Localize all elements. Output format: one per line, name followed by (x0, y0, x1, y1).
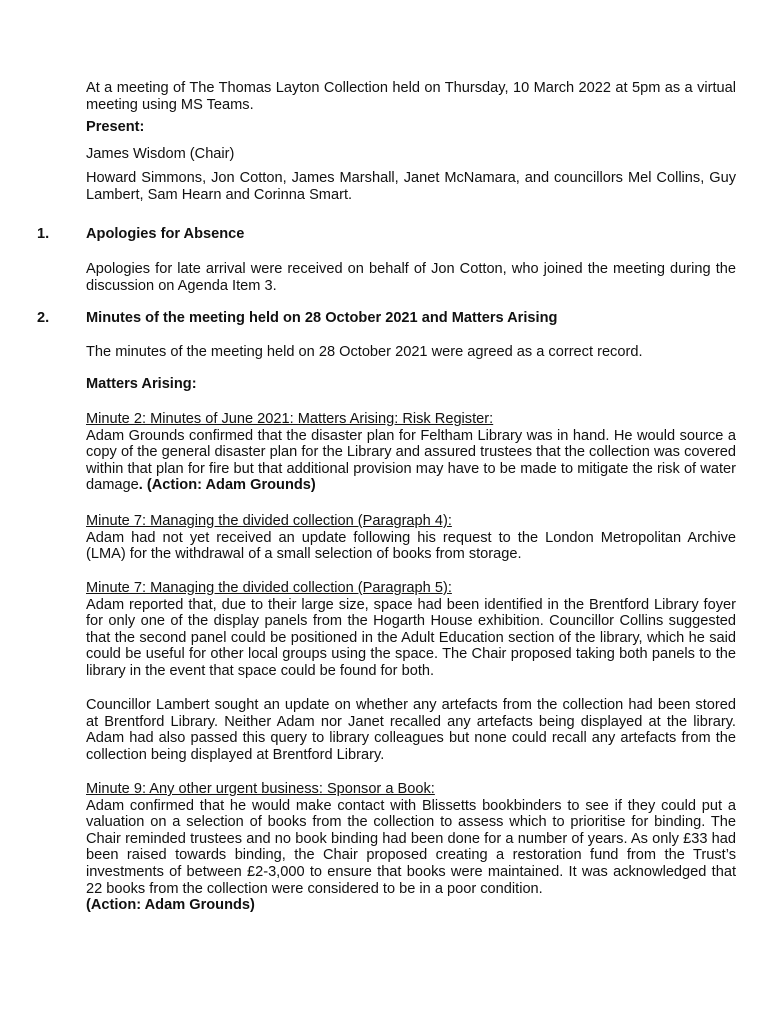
minute-2-body: Adam Grounds confirmed that the disaster plan for Feltham Library was in hand. He would source a copy of the general disaster plan for the Library and assured trustees that the collection was covered within that plan for fire but that additional provision may have to be made to mitigate the risk of water damage (86, 427, 736, 494)
minute-2-heading: Minute 2: Minutes of June 2021: Matters Arising: Risk Register: (86, 411, 494, 427)
minute-9-action: (Action: Adam Grounds) (86, 897, 255, 914)
lambert-body: Councillor Lambert sought an update on whether any artefacts from the collection had been stored at Brentford Library. Neither Adam nor Janet recalled any artefacts being displayed at the library. Adam had also passed this query to library colleagues but none could recall any artefacts from the collection being displayed at Brentford Library. (86, 697, 736, 763)
minute-9-heading: Minute 9: Any other urgent business: Sponsor a Book: (86, 781, 435, 797)
minute-2-text (86, 428, 736, 494)
item-1-body-block (86, 261, 736, 294)
item-1-number: 1. (37, 226, 50, 242)
item-2-heading (37, 310, 737, 327)
chair-block (86, 146, 736, 163)
matters-arising-block (86, 376, 736, 393)
minute-7-p4-body: Adam had not yet received an update following his request to the London Metropolitan Archive (LMA) for the withdrawal of a small selection of books from storage. (86, 529, 736, 563)
attendees-list: Howard Simmons, Jon Cotton, James Marshall, Janet McNamara, and councillors Mel Collins, Guy Lambert, Sam Hearn and Corinna Smart. (86, 170, 736, 203)
item-2-body-block (86, 344, 736, 361)
chair-name: James Wisdom (Chair) (86, 146, 235, 162)
present-label-block (86, 119, 736, 136)
minute-7-p5-block (86, 580, 736, 680)
meeting-intro (86, 80, 736, 113)
present-label: Present: (86, 119, 145, 135)
item-2-title: Minutes of the meeting held on 28 October 2021 and Matters Arising (86, 310, 558, 326)
minute-9-body: Adam confirmed that he would make contact with Blissetts bookbinders to see if they could put a valuation on a selection of books from the collection to assess which to prioritise for binding. The Chair reminded trustees and no book binding had been done for a number of years. As only £33 had been raised towards binding, the Chair proposed creating a restoration fund from the Trust’s investments of between £2-3,000 to ensure that books were maintained. It was acknowledged that 22 books from the collection were considered to be in a poor condition. (86, 797, 736, 897)
minute-2-block (86, 411, 736, 494)
minute-2-action: . (Action: Adam Grounds) (138, 477, 316, 494)
meeting-intro-text: At a meeting of The Thomas Layton Collection held on Thursday, 10 March 2022 at 5pm as a virtual meeting using MS Teams. (86, 80, 736, 113)
minute-7-p5-body: Adam reported that, due to their large size, space had been identified in the Brentford Library foyer for only one of the display panels from the Hogarth House exhibition. Councillor Collins suggested that the second panel could be positioned in the Adult Education section of the library, which he said could be useful for other local groups using the space. The Chair proposed taking both panels to the library in the event that space could be found for both. (86, 596, 736, 679)
item-1-heading (37, 226, 737, 243)
lambert-block (86, 697, 736, 763)
attendees-block (86, 170, 736, 203)
item-2-number: 2. (37, 310, 50, 326)
minute-9-block (86, 781, 736, 914)
item-1-body: Apologies for late arrival were received on behalf of Jon Cotton, who joined the meeting during the discussion on Agenda Item 3. (86, 261, 736, 294)
matters-arising-label: Matters Arising: (86, 376, 197, 392)
minute-7-p4-heading: Minute 7: Managing the divided collection (Paragraph 4): (86, 513, 452, 529)
minute-7-p5-heading: Minute 7: Managing the divided collection (Paragraph 5): (86, 580, 452, 596)
minute-7-p4-block (86, 513, 736, 563)
item-2-body: The minutes of the meeting held on 28 October 2021 were agreed as a correct record. (86, 344, 643, 360)
item-1-title: Apologies for Absence (86, 226, 245, 242)
